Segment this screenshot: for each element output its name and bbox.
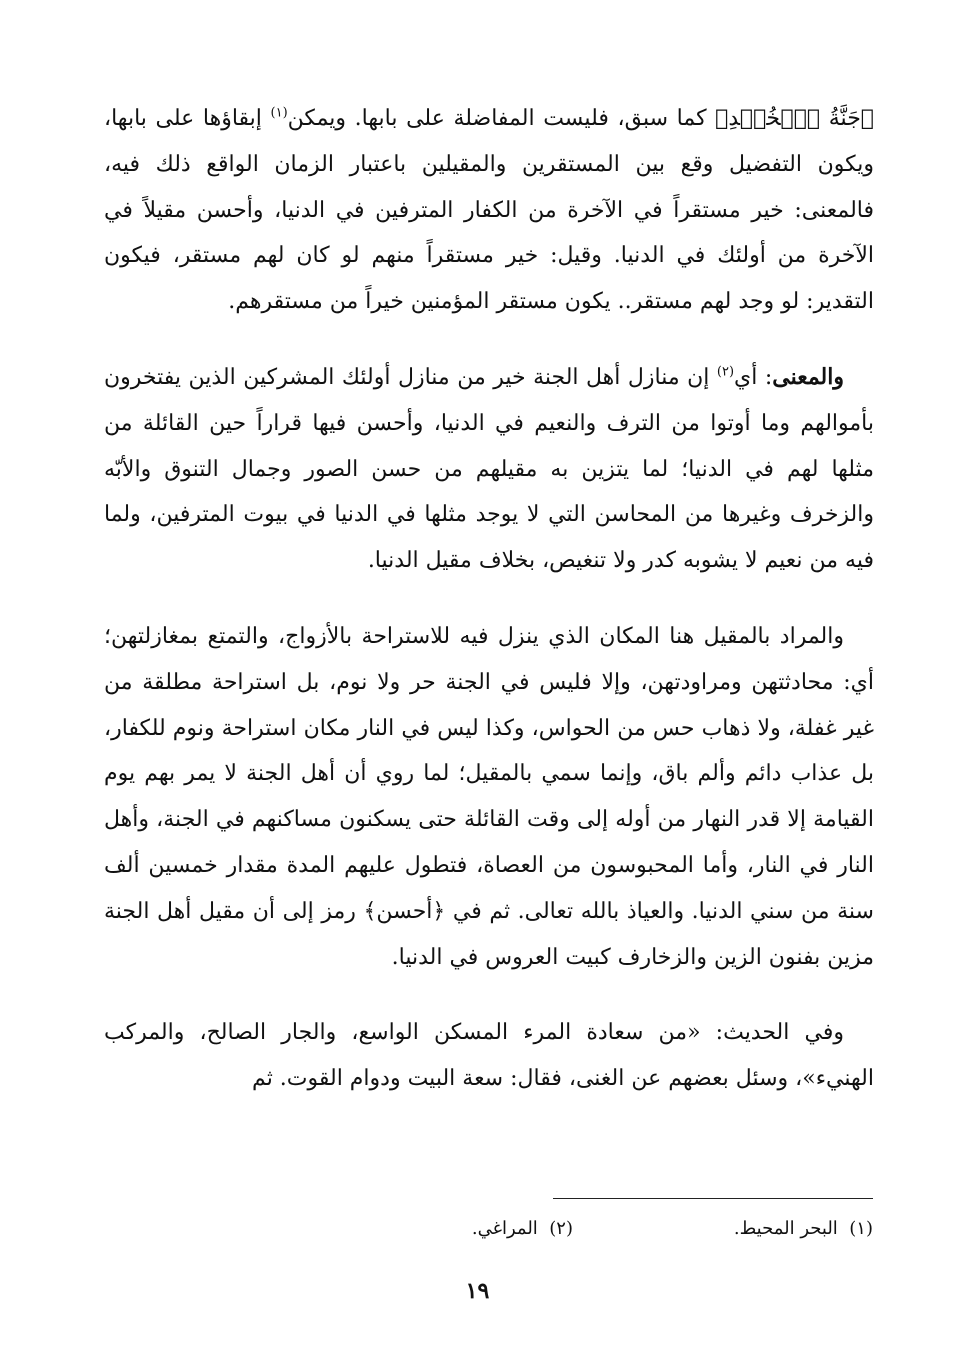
page-body <box>104 96 874 1132</box>
footnote-divider <box>553 1198 873 1199</box>
bold-lead: والمعنى <box>772 363 844 390</box>
paragraph-text: وفي الحديث: «من سعادة المرء المسكن الواسع، والجار الصالح، والمركب الهنيء»، وسئل بعضهم عن الغنى، فقال: سعة البيت ودوام القوت. ثم <box>104 1020 874 1092</box>
page-number: ١٩ <box>465 1278 490 1304</box>
paragraph <box>104 1010 874 1102</box>
footnote-ref: (١) <box>270 105 288 121</box>
paragraph <box>104 614 874 980</box>
footnote-item <box>573 1216 873 1242</box>
footnote-item <box>273 1216 573 1242</box>
footnote-text: البحر المحيط. <box>733 1218 838 1239</box>
paragraph-text: إن منازل أهل الجنة خير من منازل أولئك المشركين الذين يفتخرون بأموالهم وما أوتوا من الترف والنعيم في الدنيا، وأحسن فيها قراراً حين القائلة من مثلها لهم في الدنيا؛ لما يتزين به مقيلهم من حسن الصور وجمال التنوق والأبّه والزخرف وغيرها من المحاسن التي لا يوجد مثلها في الدنيا في بيوت المترفين، ولما فيه من نعيم لا يشوبه كدر ولا تنغيص، بخلاف مقيل الدنيا. <box>104 364 874 574</box>
footnote-number: (٢) <box>549 1218 573 1239</box>
footnote-ref: (٢) <box>716 364 735 380</box>
paragraph <box>104 96 874 325</box>
footnotes <box>273 1216 873 1242</box>
paragraph-text: والمراد بالمقيل هنا المكان الذي ينزل فيه للاستراحة بالأزواج، والتمتع بمغازلتهن؛ أي: محادثتهن ومراودتهن، وإلا فليس في الجنة حر ولا نوم، بل استراحة مطلقة من غير غفلة، ولا ذهاب حس من الحواس، وكذا ليس في النار مكان استراحة ونوم للكفار، بل عذاب دائم وألم باق، وإنما سمي بالمقيل؛ لما روي أن أهل الجنة لا يمر بهم يوم القيامة إلا قدر النهار من أوله إلى وقت القائلة حتى يسكنون مساكنهم في الجنة، وأهل النار في النار، وأما المحبوسون من العصاة، فتطول عليهم المدة مقدار خمسين ألف سنة من سني الدنيا. والعياذ بالله تعالى. ثم في ﴿أحسن﴾ رمز إلى أن مقيل أهل الجنة مزين بفنون الزين والزخارف كبيت العروس في الدنيا. <box>104 623 874 970</box>
paragraph-text: : أي <box>734 364 773 390</box>
paragraph <box>104 355 874 584</box>
quran-phrase: ﴿جَنَّةُ ٱلۡخُلۡدِ﴾ كما سبق، فليست المفاضلة على بابها. ويمكن <box>287 106 874 131</box>
footnote-number: (١) <box>849 1218 873 1239</box>
footnote-text: المراغي. <box>471 1218 538 1239</box>
paragraph-text: إبقاؤها على بابها، ويكون التفضيل وقع بين المستقرين والمقيلين باعتبار الزمان الواقع ذلك فيه، فالمعنى: خير مستقراً في الآخرة من الكفار المترفين في الدنيا، وأحسن مقيلاً في الآخرة من أولئك في الدنيا. وقيل: خير مستقراً منهم لو كان لهم مستقر، فيكون التقدير: لو وجد لهم مستقر.. يكون مستقر المؤمنين خيراً من مستقرهم. <box>104 106 874 315</box>
